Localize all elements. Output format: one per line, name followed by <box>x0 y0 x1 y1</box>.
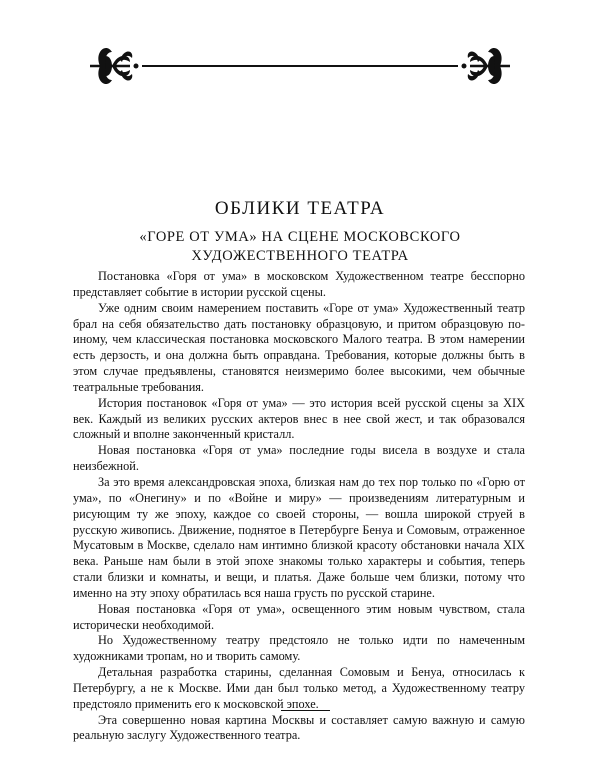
right-fleuron-icon <box>462 48 511 84</box>
paragraph-3: История постановок «Горя от ума» — это история всей русской сцены за XIX век. Каждый из великих русских актеров внес в нее свой жест, и так образовался сложный и вполне законченный кристалл. <box>73 395 525 442</box>
header-ornament <box>90 38 510 94</box>
left-fleuron-icon <box>90 48 139 84</box>
article-title-line-2: ХУДОЖЕСТВЕННОГО ТЕАТРА <box>191 248 409 264</box>
article-body <box>73 269 525 744</box>
paragraph-6: Новая постановка «Горя от ума», освещенного этим новым чувством, стала исторически необходимой. <box>73 601 525 632</box>
article-title <box>0 228 600 266</box>
paragraph-7: Но Художественному театру предстояло не только идти по намеченным художниками тропам, но и творить самому. <box>73 633 525 664</box>
paragraph-9: Эта совершенно новая картина Москвы и составляет самую важную и самую реальную заслугу Художественного театра. <box>73 712 525 743</box>
paragraph-1: Постановка «Горя от ума» в московском Художественном театре бесспорно представляет событие в истории русской сцены. <box>73 269 525 299</box>
article-title-line-1: «ГОРЕ ОТ УМА» НА СЦЕНЕ МОСКОВСКОГО <box>139 229 461 245</box>
section-heading: ОБЛИКИ ТЕАТРА <box>214 198 386 219</box>
paragraph-8: Детальная разработка старины, сделанная Сомовым и Бенуа, относилась к Петербургу, а не к Москве. Ими дан был только метод, а Художественному театру предстояло применить его к московской эпохе. <box>73 665 525 711</box>
paragraph-2: Уже одним своим намерением поставить «Горе от ума» Художественный театр брал на себя обязательство дать постановку образцовую, и притом образцовую по-иному, чем классическая постановка московского Малого театра. В этом намерении есть дерзость, и она должна быть оправдана. Требования, которые должны быть в этом случае предъявлены, становятся неизмеримо более высокими, чем обычные театральные требования. <box>73 300 525 394</box>
paragraph-4: Новая постановка «Горя от ума» последние годы висела в воздухе и стала неизбежной. <box>73 443 525 474</box>
end-rule <box>281 710 330 711</box>
paragraph-5: За это время александровская эпоха, близкая нам до тех пор только по «Горю от ума», по «Онегину» и по «Войне и миру» — произведениям литературным и рисующим ту же эпоху, каждое со своей стороны, — вошла широкой струей в русскую живопись. Движение, поднятое в Петербурге Бенуа и Сомовым, отраженное Мусатовым в Москве, сделало нам интимно близкой красоту обстановки начала XIX века. Раньше нам были в этой эпохе знакомы только характеры и события, теперь стали близки и комнаты, и вещи, и платья. Даже больше чем близки, потому что именно на эту эпоху обратилась вся наша грусть по русской старине. <box>73 474 525 600</box>
